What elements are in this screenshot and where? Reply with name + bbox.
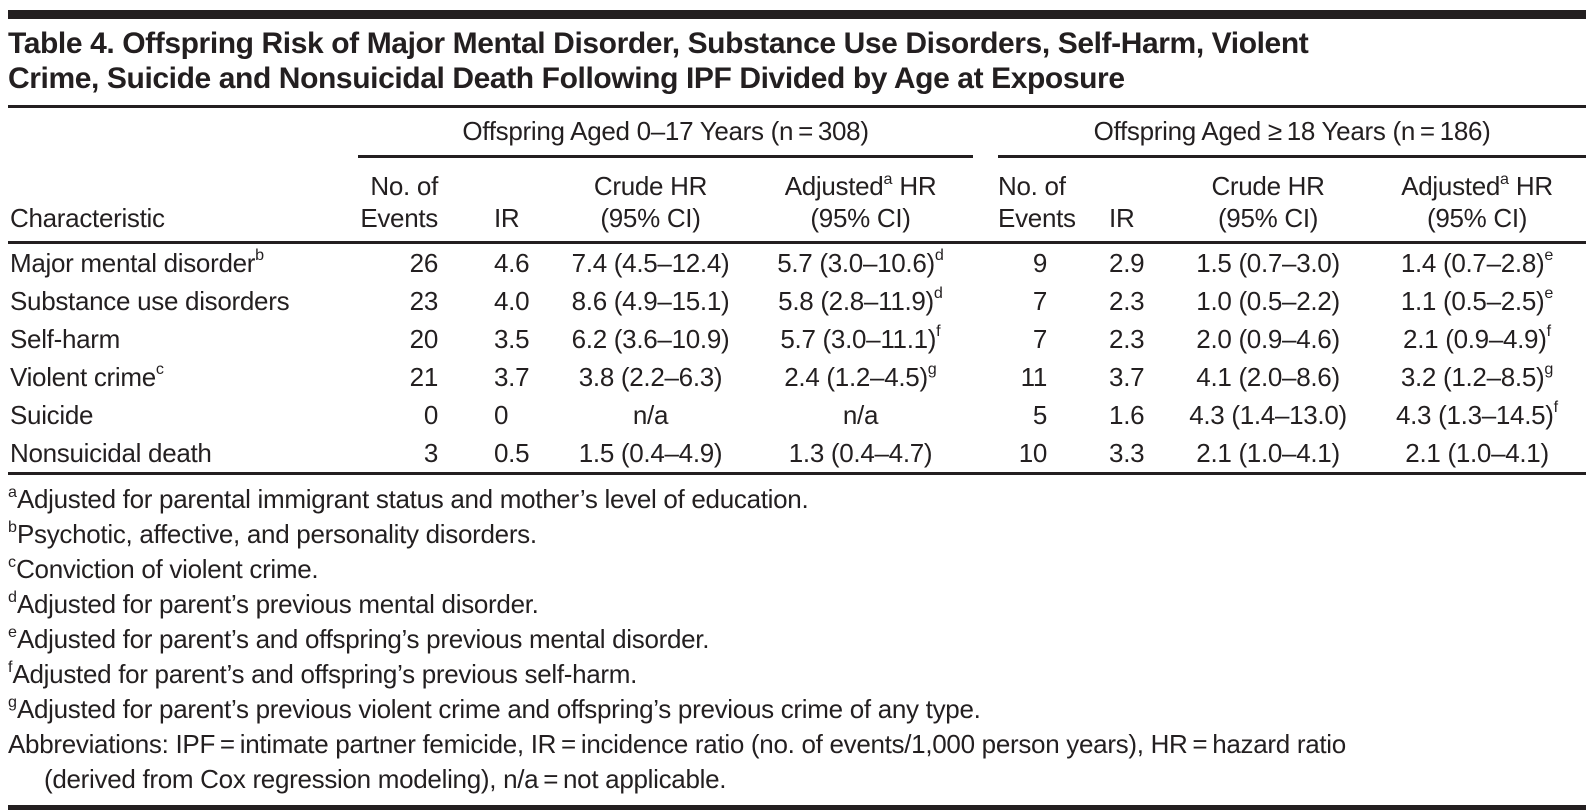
crude-hr-cell-g2: 1.5 (0.7–3.0) xyxy=(1196,247,1340,278)
crude-hr-cell-g1: 3.8 (2.2–6.3) xyxy=(578,361,723,392)
abbreviations-line1: Abbreviations: IPF = intimate partner femicide, IR = incidence ratio (no. of events/1,000 person years), HR = hazard ratio xyxy=(8,729,1346,759)
gap-cell xyxy=(973,396,998,434)
adjusted-hr-cell-g1: 5.8 $(2.8-11.9)^d$ xyxy=(778,284,943,316)
footnote-marker: g xyxy=(927,360,937,379)
gap-cell xyxy=(973,243,998,283)
group-gap xyxy=(973,108,998,157)
events-cell-g2: 7 xyxy=(1032,285,1048,316)
footnote-marker: f xyxy=(1553,398,1559,417)
gap-cell xyxy=(973,434,998,474)
table-title xyxy=(8,26,1586,96)
bottom-rule xyxy=(8,805,1586,810)
column-header-row xyxy=(8,157,1586,243)
table-row xyxy=(8,434,1586,474)
col-header-ir-g2: IR xyxy=(1083,157,1168,243)
characteristic-cell: Suicide xyxy=(10,399,94,430)
adjusted-hr-cell-g2: 1.4 $(0.7-2.8)^e$ xyxy=(1400,246,1554,278)
ir-cell-g2: 2.9 xyxy=(1109,247,1145,278)
ir-cell-g1: 4.6 xyxy=(494,247,530,278)
footnote-marker: a xyxy=(8,482,17,501)
characteristic-cell: Self-harm xyxy=(10,323,120,354)
gap-cell xyxy=(973,282,998,320)
footnote-marker: d xyxy=(934,246,944,265)
ir-cell-g1: 3.7 xyxy=(494,361,530,392)
events-cell-g2: 11 xyxy=(1020,361,1048,392)
footnote-marker: d xyxy=(8,587,17,606)
footnote-marker: e xyxy=(8,622,17,641)
crude-hr-cell-g2: 2.0 (0.9–4.6) xyxy=(1196,323,1340,354)
footnote-marker-a: a xyxy=(883,169,893,188)
characteristic-cell: Nonsuicidal death xyxy=(10,437,212,468)
events-cell-g1: 0 xyxy=(423,399,438,430)
footnote-marker: e xyxy=(1544,246,1554,265)
ir-cell-g2: 2.3 xyxy=(1109,285,1145,316)
col-header-events-g1: No. of Events xyxy=(358,157,468,243)
footnote-c: $^c$Conviction of violent crime. xyxy=(8,552,319,584)
crude-hr-cell-g1: 1.5 (0.4–4.9) xyxy=(578,437,723,468)
gap-cell xyxy=(973,358,998,396)
footnote-a: $^a$Adjusted for parental immigrant status and mother’s level of education. xyxy=(8,482,809,514)
events-cell-g1: 21 xyxy=(409,361,438,392)
events-cell-g1: 3 xyxy=(423,437,438,468)
footnotes xyxy=(8,475,1586,797)
spanner-spacer xyxy=(8,108,358,157)
footnote-marker: g xyxy=(1544,360,1554,379)
top-rule xyxy=(8,10,1586,19)
footnote-marker: g xyxy=(8,692,17,711)
col-header-crude-hr-g1: Crude HR (95% CI) xyxy=(553,157,748,243)
table-title-line1: Table 4. Offspring Risk of Major Mental Disorder, Substance Use Disorders, Self-Harm, Violent xyxy=(8,27,1309,60)
crude-hr-cell-g2: 1.0 (0.5–2.2) xyxy=(1196,285,1340,316)
adjusted-hr-cell-g2: 2.1 (1.0–4.1) xyxy=(1405,437,1549,468)
footnote-g: $^g$Adjusted for parent’s previous violent crime and offspring’s previous crime of any type. xyxy=(8,692,981,724)
characteristic-cell: Substance use disorders xyxy=(10,285,290,316)
events-cell-g1: 20 xyxy=(409,323,438,354)
crude-hr-cell-g1: 6.2 (3.6–10.9) xyxy=(571,323,730,354)
gap-cell xyxy=(973,320,998,358)
col-header-characteristic: Characteristic xyxy=(8,157,358,243)
footnote-marker: e xyxy=(1544,284,1554,303)
footnote-marker: c xyxy=(155,360,164,379)
table-row xyxy=(8,358,1586,396)
footnote-marker: c xyxy=(8,552,17,571)
ir-cell-g2: 1.6 xyxy=(1109,399,1145,430)
adjusted-hr-cell-g1: 5.7 $(3.0-11.1)^f$ xyxy=(780,322,941,354)
col-header-crude-hr-g2: Crude HR (95% CI) xyxy=(1168,157,1368,243)
crude-hr-cell-g2: 2.1 (1.0–4.1) xyxy=(1196,437,1340,468)
crude-hr-cell-g2: 4.1 (2.0–8.6) xyxy=(1196,361,1340,392)
ir-cell-g1: 4.0 xyxy=(494,285,530,316)
footnote-d: $^d$Adjusted for parent’s previous mental disorder. xyxy=(8,587,539,619)
table-row xyxy=(8,396,1586,434)
characteristic-cell: Major mental disorder$^b$ xyxy=(10,246,265,278)
footnote-marker: f xyxy=(1546,322,1552,341)
events-cell-g2: 10 xyxy=(1018,437,1048,468)
ir-cell-g1: 3.5 xyxy=(494,323,530,354)
group-header-aged-0-17: Offspring Aged 0–17 Years (n = 308) xyxy=(358,108,973,157)
group-header-row xyxy=(8,108,1586,157)
footnote-marker: d xyxy=(933,284,943,303)
adjusted-hr-cell-g2: 3.2 $(1.2-8.5)^g$ xyxy=(1400,360,1554,392)
col-header-adjusted-hr-g2: Adjusted$^a$ HR (95% CI) xyxy=(1368,157,1586,243)
table-row xyxy=(8,282,1586,320)
footnote-f: $^f$Adjusted for parent’s and offspring’s previous self-harm. xyxy=(8,657,638,689)
events-cell-g1: 23 xyxy=(409,285,438,316)
abbreviations-note xyxy=(8,727,1586,797)
group-header-aged-18plus: Offspring Aged ≥ 18 Years (n = 186) xyxy=(998,108,1586,157)
column-gap xyxy=(973,157,998,243)
table-row xyxy=(8,320,1586,358)
ir-cell-g2: 3.3 xyxy=(1109,437,1145,468)
footnote-marker: b xyxy=(8,517,17,536)
adjusted-hr-cell-g2: 1.1 $(0.5-2.5)^e$ xyxy=(1400,284,1554,316)
crude-hr-cell-g1: n/a xyxy=(632,399,669,430)
footnote-b: $^b$Psychotic, affective, and personality disorders. xyxy=(8,517,537,549)
adjusted-hr-cell-g2: 2.1 $(0.9-4.9)^f$ xyxy=(1403,322,1552,354)
adjusted-hr-cell-g1: n/a xyxy=(842,399,879,430)
crude-hr-cell-g2: 4.3 (1.4–13.0) xyxy=(1189,399,1347,430)
crude-hr-cell-g1: 8.6 (4.9–15.1) xyxy=(571,285,730,316)
ir-cell-g2: 3.7 xyxy=(1109,361,1145,392)
footnote-marker: b xyxy=(255,246,265,265)
adjusted-hr-cell-g2: 4.3 $(1.3-14.5)^f$ xyxy=(1395,398,1559,430)
results-table xyxy=(8,108,1586,475)
col-header-events-g2: No. of Events xyxy=(998,157,1083,243)
footnote-marker: f xyxy=(936,322,941,341)
table-row xyxy=(8,243,1586,283)
events-cell-g1: 26 xyxy=(409,247,438,278)
footnote-marker-a: a xyxy=(1500,169,1509,188)
events-cell-g2: 5 xyxy=(1032,399,1048,430)
ir-cell-g2: 2.3 xyxy=(1109,323,1145,354)
col-header-ir-g1: IR xyxy=(468,157,553,243)
table-title-line2: Crime, Suicide and Nonsuicidal Death Following IPF Divided by Age at Exposure xyxy=(8,62,1125,95)
ir-cell-g1: 0 xyxy=(494,399,509,430)
adjusted-hr-cell-g1: 5.7 $(3.0-10.6)^d$ xyxy=(777,246,944,278)
crude-hr-cell-g1: 7.4 (4.5–12.4) xyxy=(571,247,730,278)
footnote-e: $^e$Adjusted for parent’s and offspring’s previous mental disorder. xyxy=(8,622,710,654)
adjusted-hr-cell-g1: 2.4 $(1.2-4.5)^g$ xyxy=(784,360,937,392)
abbreviations-line2: (derived from Cox regression modeling), n/a = not applicable. xyxy=(44,764,727,794)
col-header-adjusted-hr-g1: Adjusted$^a$ HR (95% CI) xyxy=(748,157,973,243)
footnote-marker: f xyxy=(8,657,13,676)
events-cell-g2: 7 xyxy=(1032,323,1048,354)
ir-cell-g1: 0.5 xyxy=(494,437,530,468)
adjusted-hr-cell-g1: 1.3 (0.4–4.7) xyxy=(788,437,933,468)
events-cell-g2: 9 xyxy=(1032,247,1048,278)
characteristic-cell: Violent crime$^c$ xyxy=(10,360,164,392)
